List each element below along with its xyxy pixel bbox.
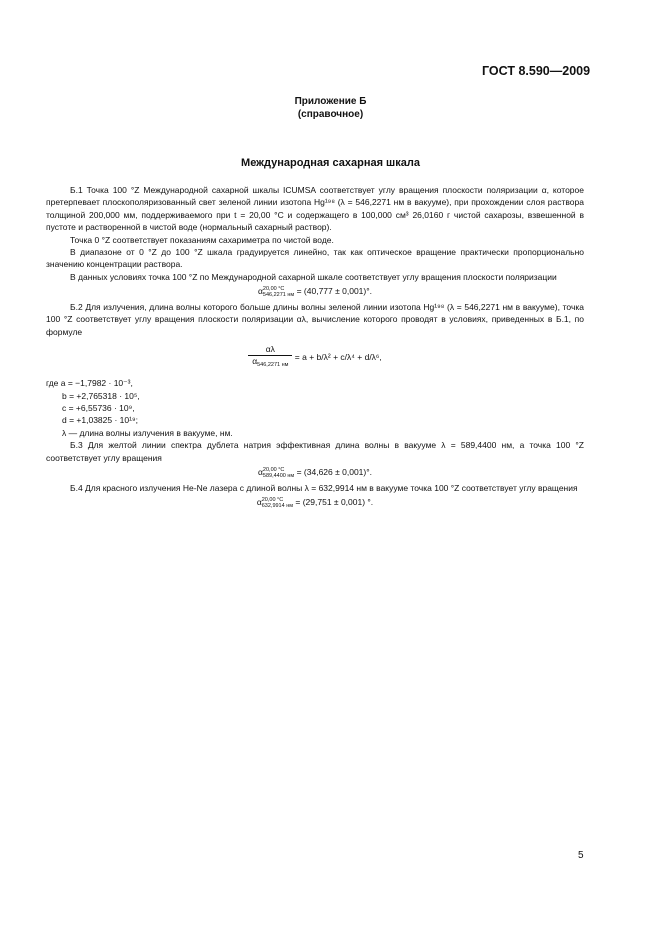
document-body [46, 184, 584, 512]
formula-b3: α20,00 °C 589,4400 нм = (34,626 ± 0,001)°. [258, 466, 372, 479]
formula-b2-rhs: = a + b/λ² + c/λ⁴ + d/λ⁶, [294, 351, 382, 362]
page-number: 5 [578, 850, 584, 861]
formula-b4-value: = (29,751 ± 0,001) °. [295, 497, 374, 508]
formula-b1-subscript: 546,2271 нм [262, 292, 295, 298]
formula-b4-subscript: 632,9914 нм [261, 502, 294, 509]
formula-b3-subscript: 589,4400 нм [262, 472, 295, 479]
clause-b1-paragraph: Б.1 Точка 100 °Z Международной сахарной шкалы ICUMSA соответствует углу вращения плоскости поляризации α, которое претерпевает плоскополяризованный свет зеленой линии изотопа Hg¹⁹⁸ (λ = 546,2271 нм в вакууме), при прохождении слоя раствора толщиной 200,000 мм, поддерживаемого при t = 20,00 °С и содержащего в 100,000 см³ 26,0160 г чистой сахарозы, взвешенной в пустоте и растворенной в чистой воде (нормальный сахарный раствор). [46, 185, 584, 233]
coefficient-c: c = +6,55736 · 10⁹, [62, 403, 135, 414]
formula-b2-numerator: αλ [248, 344, 292, 356]
standard-designation: ГОСТ 8.590—2009 [482, 64, 591, 78]
clause-b1-linear-range: В диапазоне от 0 °Z до 100 °Z шкала градуируется линейно, так как оптическое вращение практически пропорционально значению концентрации раствора. [46, 247, 584, 270]
clause-b3-paragraph: Б.3 Для желтой линии спектра дублета натрия эффективная длина волны в вакууме λ = 589,4400 нм, а точка 100 °Z соответствует углу вращения [46, 440, 584, 463]
clause-b4-paragraph: Б.4 Для красного излучения He-Ne лазера с длиной волны λ = 632,9914 нм в вакууме точка 100 °Z соответствует углу вращения [70, 482, 578, 493]
coefficient-a: где a = −1,7982 · 10⁻³, [46, 378, 133, 389]
lambda-definition: λ — длина волны излучения в вакууме, нм. [62, 427, 233, 438]
appendix-title: Приложение Б [294, 96, 367, 107]
section-title: Международная сахарная шкала [241, 157, 420, 169]
appendix-subtitle: (справочное) [297, 109, 364, 120]
formula-b4: α20,00 °C 632,9914 нм = (29,751 ± 0,001) °. [256, 496, 374, 509]
formula-b2-denominator-subscript: 546,2271 нм [257, 362, 289, 369]
coefficient-b: b = +2,765318 · 10⁵, [62, 390, 140, 401]
formula-b3-value: = (34,626 ± 0,001)°. [296, 467, 372, 478]
formula-b1-superscript: 20,00 °C [262, 286, 285, 292]
formula-b1-value: = (40,777 ± 0,001)°. [296, 286, 372, 297]
coefficient-d: d = +1,03825 · 10¹⁹; [62, 415, 138, 426]
clause-b1-zero-point: Точка 0 °Z соответствует показаниям сахариметра по чистой воде. [70, 234, 334, 245]
formula-b2-fraction: $\frac{\alpha\lambda}{\alpha_{546,2271 нм}}$ [248, 344, 292, 371]
formula-b2 [46, 344, 584, 371]
clause-b1-conditions: В данных условиях точка 100 °Z по Международной сахарной шкале соответствует углу вращения плоскости поляризации [70, 271, 557, 282]
formula-b1: α20,00 °C 546,2271 нм = (40,777 ± 0,001)°. [258, 286, 372, 298]
formula-b3-superscript: 20,00 °C [262, 466, 285, 473]
formula-b4-superscript: 20,00 °C [261, 496, 284, 503]
clause-b2-paragraph: Б.2 Для излучения, длина волны которого больше длины волны зеленой линии изотопа Hg¹⁹⁸ (λ = 546,2271 нм в вакууме), точка 100 °Z соответствует углу вращения плоскости поляризации αλ, вычисление которого проводят в условиях, приведенных в Б.1, по формуле [46, 302, 584, 337]
